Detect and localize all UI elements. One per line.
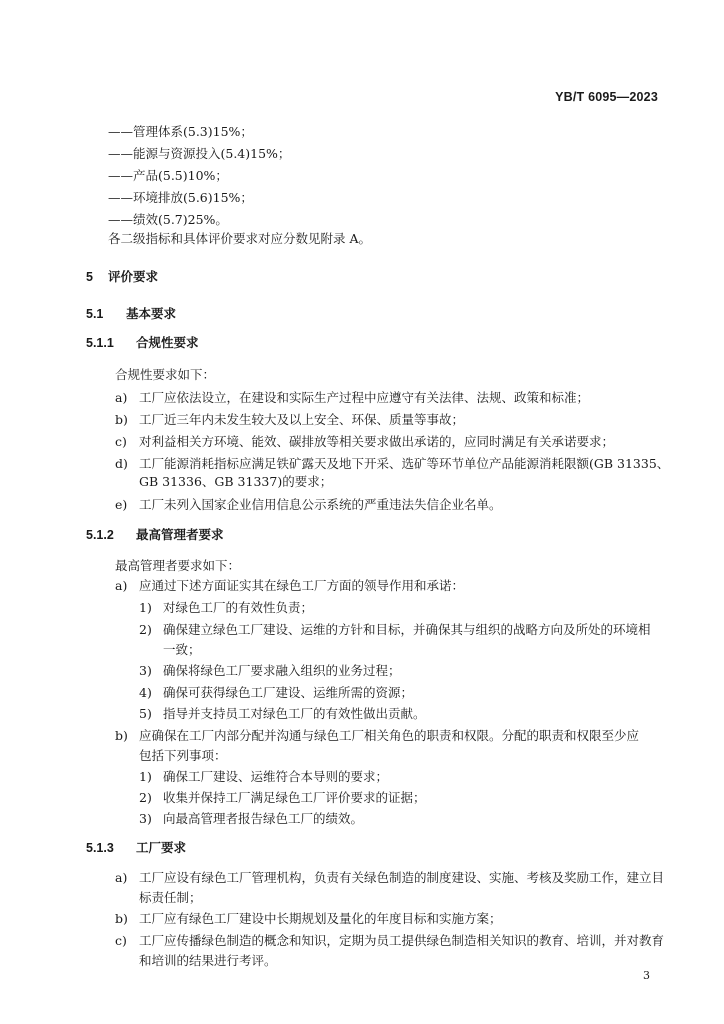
- section-heading: [86, 334, 199, 352]
- sub-item-continuation: 一致；: [163, 642, 201, 657]
- list-item-continuation: GB 31336、GB 31337)的要求；: [139, 474, 333, 489]
- section-title: 合规性要求: [136, 336, 199, 350]
- annex-note: 各二级指标和具体评价要求对应分数见附录 A。: [108, 231, 372, 246]
- paragraph-intro: 合规性要求如下：: [115, 367, 216, 382]
- list-item: a) 工厂应设有绿色工厂管理机构，负责有关绿色制造的制度建设、实施、考核及奖励工作，建立目: [115, 870, 665, 885]
- section-title: 评价要求: [108, 270, 159, 284]
- sub-item: 3) 向最高管理者报告绿色工厂的绩效。: [139, 811, 364, 826]
- section-heading: [86, 305, 176, 323]
- sub-item: 4) 确保可获得绿色工厂建设、运维所需的资源；: [139, 685, 414, 700]
- section-heading: [86, 526, 224, 544]
- sub-item: 1) 对绿色工厂的有效性负责；: [139, 600, 314, 615]
- sub-item: 2) 收集并保持工厂满足绿色工厂评价要求的证据；: [139, 790, 426, 805]
- dash-item: ——管理体系(5.3)15%；: [108, 124, 253, 139]
- list-item-continuation: 和培训的结果进行考评。: [139, 953, 277, 968]
- list-item: a) 应通过下述方面证实其在绿色工厂方面的领导作用和承诺：: [115, 578, 465, 593]
- page-number: 3: [643, 969, 650, 982]
- section-number: 5.1: [86, 307, 104, 321]
- sub-item: 3) 确保将绿色工厂要求融入组织的业务过程；: [139, 663, 401, 678]
- section-heading: [86, 268, 158, 286]
- section-number: 5.1.3: [86, 841, 114, 855]
- sub-item: 1) 确保工厂建设、运维符合本导则的要求；: [139, 769, 389, 784]
- list-item: a) 工厂应依法设立，在建设和实际生产过程中应遵守有关法律、法规、政策和标准；: [115, 390, 590, 405]
- list-item: b) 工厂应有绿色工厂建设中长期规划及量化的年度目标和实施方案；: [115, 911, 502, 926]
- section-title: 工厂要求: [136, 841, 187, 855]
- list-item: e) 工厂未列入国家企业信用信息公示系统的严重违法失信企业名单。: [115, 497, 502, 512]
- section-title: 最高管理者要求: [136, 528, 224, 542]
- list-item-continuation: 包括下列事项：: [139, 748, 227, 763]
- list-item-continuation: 标责任制；: [139, 890, 202, 905]
- dash-item: ——产品(5.5)10%；: [108, 168, 228, 183]
- section-title: 基本要求: [126, 307, 177, 321]
- standard-code: YB/T 6095—2023: [555, 90, 658, 104]
- section-number: 5.1.1: [86, 336, 114, 350]
- section-number: 5: [86, 270, 93, 284]
- sub-item: 5) 指导并支持员工对绿色工厂的有效性做出贡献。: [139, 706, 426, 721]
- list-item: b) 工厂近三年内未发生较大及以上安全、环保、质量等事故；: [115, 412, 465, 427]
- dash-item: ——绩效(5.7)25%。: [108, 212, 228, 227]
- list-item: c) 对利益相关方环境、能效、碳排放等相关要求做出承诺的，应同时满足有关承诺要求；: [115, 434, 615, 449]
- list-item: b) 应确保在工厂内部分配并沟通与绿色工厂相关角色的职责和权限。分配的职责和权限至少应: [115, 728, 640, 743]
- sub-item: 2) 确保建立绿色工厂建设、运维的方针和目标，并确保其与组织的战略方向及所处的环境相: [139, 622, 651, 637]
- paragraph-intro: 最高管理者要求如下：: [115, 558, 241, 573]
- section-number: 5.1.2: [86, 528, 114, 542]
- list-item: c) 工厂应传播绿色制造的概念和知识，定期为员工提供绿色制造相关知识的教育、培训，并对教育: [115, 933, 665, 948]
- list-item: d) 工厂能源消耗指标应满足铁矿露天及地下开采、选矿等环节单位产品能源消耗限额(GB 31335、: [115, 456, 670, 471]
- dash-item: ——环境排放(5.6)15%；: [108, 190, 253, 205]
- section-heading: [86, 839, 186, 857]
- dash-item: ——能源与资源投入(5.4)15%；: [108, 146, 291, 161]
